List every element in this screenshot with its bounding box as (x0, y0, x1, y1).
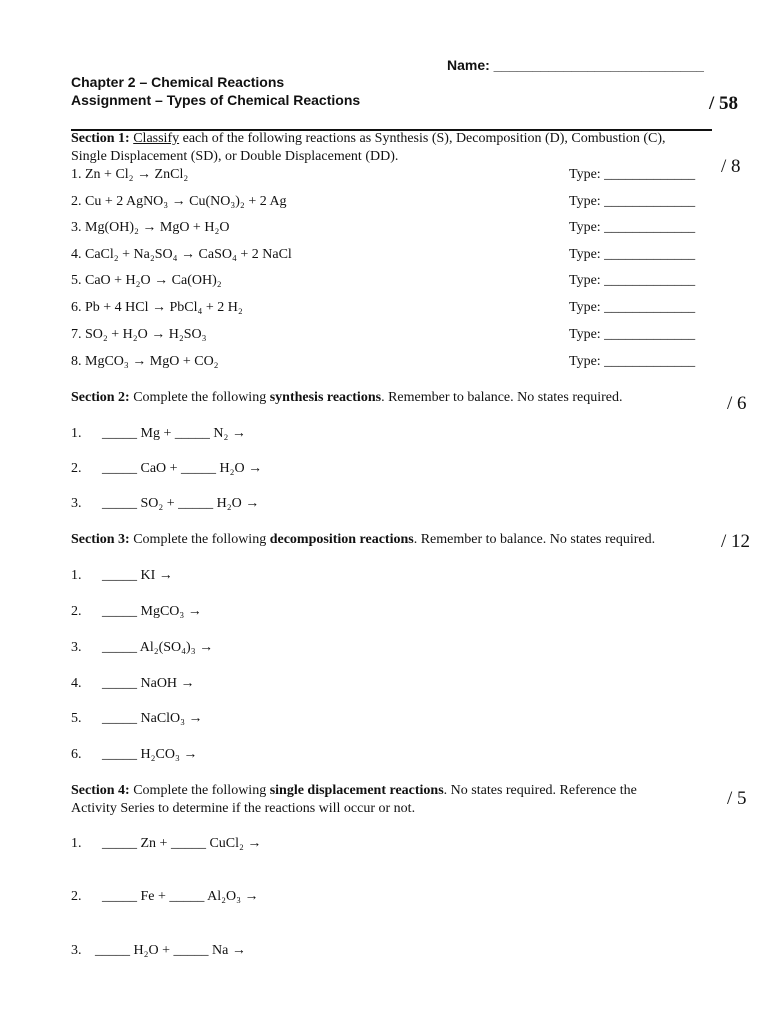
section1-score: / 8 (721, 156, 741, 177)
s3-num-5: 5. (71, 711, 82, 726)
section4-intro-line2: Activity Series to determine if the reactions will occur or not. (71, 801, 416, 816)
s2-num-3: 3. (71, 496, 82, 511)
section3-pre: Complete the following (129, 532, 270, 547)
section2-score: / 6 (727, 393, 747, 414)
type-field-5[interactable]: Type: _____________ (569, 273, 696, 288)
section3-title: Section 3: (71, 532, 130, 547)
section1-intro-line2: Single Displacement (SD), or Double Displacement (DD). (71, 149, 399, 164)
s3-equation-4[interactable]: _____ NaOH → (102, 676, 195, 691)
reaction-6: 6. Pb + 4 HCl → PbCl₄ + 2 H₂ (71, 300, 243, 315)
type-field-1[interactable]: Type: _____________ (569, 167, 696, 182)
reaction-2: 2. Cu + 2 AgNO₃ → Cu(NO₃)₂ + 2 Ag (71, 194, 287, 209)
s3-num-4: 4. (71, 676, 82, 691)
total-score: / 58 (709, 93, 739, 114)
type-field-4[interactable]: Type: _____________ (569, 247, 696, 262)
type-field-2[interactable]: Type: _____________ (569, 194, 696, 209)
s4-num-2: 2. (71, 889, 82, 904)
s2-num-2: 2. (71, 461, 82, 476)
s3-num-1: 1. (71, 568, 82, 583)
section2-pre: Complete the following (129, 390, 270, 405)
section2-title: Section 2: (71, 390, 130, 405)
section4-post: . No states required. Reference the (443, 783, 637, 798)
type-field-6[interactable]: Type: _____________ (569, 300, 696, 315)
s4-num-1: 1. (71, 836, 82, 851)
section2-intro (71, 390, 622, 406)
s3-num-6: 6. (71, 747, 82, 762)
reaction-8: 8. MgCO₃ → MgO + CO₂ (71, 354, 219, 369)
s2-equation-2[interactable]: _____ CaO + _____ H₂O → (102, 461, 263, 476)
section4-title: Section 4: (71, 783, 130, 798)
section3-score: / 12 (721, 531, 751, 552)
reaction-1: 1. Zn + Cl₂ → ZnCl₂ (71, 167, 189, 182)
type-field-3[interactable]: Type: _____________ (569, 220, 696, 235)
section3-intro (71, 532, 655, 548)
section1-title: Section 1: (71, 131, 130, 146)
s2-equation-1[interactable]: _____ Mg + _____ N₂ → (102, 426, 246, 441)
s4-equation-2[interactable]: _____ Fe + _____ Al₂O₃ → (102, 889, 259, 904)
reaction-3: 3. Mg(OH)₂ → MgO + H₂O (71, 220, 230, 235)
type-field-7[interactable]: Type: _____________ (569, 327, 696, 342)
section4-bold: single displacement reactions (269, 783, 444, 798)
s3-equation-2[interactable]: _____ MgCO₃ → (102, 604, 202, 619)
reaction-5: 5. CaO + H₂O → Ca(OH)₂ (71, 273, 222, 288)
s3-equation-3[interactable]: _____ Al₂(SO₄)₃ → (102, 640, 214, 655)
section3-post: . Remember to balance. No states required. (413, 532, 656, 547)
section4-intro (71, 783, 637, 799)
s3-equation-1[interactable]: _____ KI → (102, 568, 173, 583)
section4-pre: Complete the following (129, 783, 270, 798)
s4-equation-3[interactable]: _____ H₂O + _____ Na → (95, 943, 246, 958)
s4-equation-1[interactable]: _____ Zn + _____ CuCl₂ → (102, 836, 262, 851)
assignment-title: Assignment – Types of Chemical Reactions (71, 92, 361, 108)
section1-intro (71, 131, 666, 147)
section1-intro-rest: each of the following reactions as Synthesis (S), Decomposition (D), Combustion (C), (179, 131, 666, 146)
s4-num-3: 3. (71, 943, 82, 958)
section2-post: . Remember to balance. No states required. (381, 390, 623, 405)
type-field-8[interactable]: Type: _____________ (569, 354, 696, 369)
reaction-4: 4. CaCl₂ + Na₂SO₄ → CaSO₄ + 2 NaCl (71, 247, 292, 262)
classify-word: Classify (133, 131, 180, 146)
s3-equation-6[interactable]: _____ H₂CO₃ → (102, 747, 198, 762)
s2-num-1: 1. (71, 426, 82, 441)
section3-bold: decomposition reactions (269, 532, 414, 547)
s2-equation-3[interactable]: _____ SO₂ + _____ H₂O → (102, 496, 260, 511)
chapter-title: Chapter 2 – Chemical Reactions (71, 74, 285, 90)
name-field-label[interactable]: Name: ___________________________ (447, 57, 704, 73)
section4-score: / 5 (727, 788, 747, 809)
s3-num-2: 2. (71, 604, 82, 619)
section2-bold: synthesis reactions (269, 390, 382, 405)
s3-num-3: 3. (71, 640, 82, 655)
s3-equation-5[interactable]: _____ NaClO₃ → (102, 711, 203, 726)
reaction-7: 7. SO₂ + H₂O → H₂SO₃ (71, 327, 207, 342)
